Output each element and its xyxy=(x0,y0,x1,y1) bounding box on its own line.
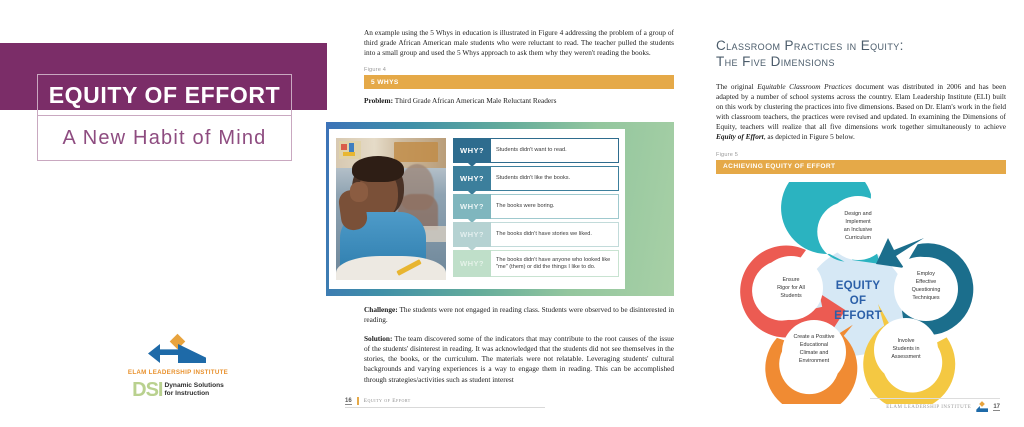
challenge-text: The students were not engaged in reading class. Students were observed to be disinterested in reading. xyxy=(364,305,674,325)
challenge-label: Challenge: xyxy=(364,305,398,314)
page-title: EQUITY OF EFFORT xyxy=(48,81,281,108)
segment-label: Create a Positive xyxy=(793,334,835,340)
why-answer: Students didn't want to read. xyxy=(491,138,619,163)
rp-part-3: , as depicted in Figure 5 below. xyxy=(763,132,855,142)
segment-label: Rigor for All xyxy=(777,285,805,291)
rp-part-1: The original xyxy=(716,82,758,91)
student-photo xyxy=(336,138,446,280)
why-row xyxy=(453,222,619,247)
figure4-caption-bar: 5 WHYS xyxy=(364,75,674,89)
right-body-paragraph xyxy=(716,82,1006,143)
figure5-label: Figure 5 xyxy=(716,151,739,158)
heading-line-2: The Five Dimensions xyxy=(716,54,835,69)
dsi-logo-text xyxy=(164,382,223,398)
segment-label: Educational xyxy=(799,342,829,348)
left-text-column xyxy=(364,28,674,115)
segment-label: Climate and xyxy=(799,350,829,356)
segment-label: Implement xyxy=(845,219,871,225)
challenge-paragraph xyxy=(364,305,674,325)
why-row xyxy=(453,250,619,277)
photo-poster xyxy=(339,141,361,159)
segment-label: Effective xyxy=(915,279,937,285)
left-text-column-lower xyxy=(364,305,674,394)
solution-label: Solution: xyxy=(364,334,393,344)
photo-board-panel xyxy=(394,142,438,162)
why-tag-label: WHY? xyxy=(460,174,484,183)
dsi-line2: for Instruction xyxy=(164,390,210,397)
segment-label: Involve xyxy=(897,338,915,344)
rp-part-2: document was distributed in 2006 and has been adapted by a number of school systems across the country. Elam Leadership Institute (ELI) built on this work by clustering the practices into five dimensions. Based on Dr. Elam's work in the field with classroom teachers, the practices were revised and updated. In examining the Dimensions of Equity, teachers will realize that all five dimensions work together simultaneously to achieve xyxy=(716,82,1007,132)
eli-logo-text: ELAM LEADERSHIP INSTITUTE xyxy=(127,369,229,376)
why-tag xyxy=(453,138,491,163)
rp-bold-italic: Equity of Effort xyxy=(716,132,764,142)
segment-label: Curriculum xyxy=(844,235,872,241)
photo-open-book xyxy=(336,256,446,280)
why-rows xyxy=(453,138,619,280)
heading-line-1: Classroom Practices in Equity: xyxy=(716,38,904,53)
footer-tick-icon xyxy=(357,397,359,405)
segment-label: Design and xyxy=(844,211,872,217)
eli-badge-icon xyxy=(976,403,988,412)
why-row xyxy=(453,166,619,191)
why-answer: The books were boring. xyxy=(491,194,619,219)
why-answer: The books didn't have stories we liked. xyxy=(491,222,619,247)
why-tag xyxy=(453,222,491,247)
rp-italic-title: Equitable Classroom Practices xyxy=(757,82,852,91)
problem-label: Problem: xyxy=(364,96,394,106)
page-subtitle: A New Habit of Mind xyxy=(62,126,267,149)
why-tag-label: WHY? xyxy=(460,202,484,211)
problem-line xyxy=(364,96,674,106)
footer-rule xyxy=(870,398,1000,399)
equity-of-effort-cycle-diagram xyxy=(728,182,988,404)
diagram-center-line-1: EQUITY xyxy=(835,280,881,292)
segment-label: Environment xyxy=(798,358,830,364)
segment-label: Techniques xyxy=(912,295,940,301)
why-answer: Students didn't like the books. xyxy=(491,166,619,191)
dsi-logo xyxy=(118,380,238,400)
why-tag xyxy=(453,166,491,191)
right-page-footer xyxy=(886,403,1000,412)
right-page-number: 17 xyxy=(993,404,1000,410)
problem-text: Third Grade African American Male Reluctant Readers xyxy=(394,96,557,106)
segment-label: Students xyxy=(780,293,802,299)
dsi-line1: Dynamic Solutions xyxy=(164,382,224,389)
chapter-subtitle-box xyxy=(37,116,292,161)
eli-left-mark-icon xyxy=(148,344,178,363)
why-tag xyxy=(453,194,491,219)
figure4-five-whys xyxy=(326,122,674,296)
why-tag-label: WHY? xyxy=(460,230,484,239)
figure5-caption-bar: ACHIEVING EQUITY OF EFFORT xyxy=(716,160,1006,174)
segment-label: Questioning xyxy=(911,287,941,293)
chapter-title-box xyxy=(37,74,292,116)
why-tag-label: WHY? xyxy=(460,259,484,268)
right-footer-institute: ELAM LEADERSHIP INSTITUTE xyxy=(886,405,972,410)
segment-label: Employ xyxy=(917,271,935,277)
why-answer: The books didn't have anyone who looked like "me" (them) or did the things I like to do. xyxy=(491,250,619,277)
eli-right-mark-icon xyxy=(178,344,206,363)
segment-label: Assessment xyxy=(891,354,921,360)
solution-text: The team discovered some of the indicators that may contribute to the root causes of the issue of the students' disinterest in reading. It was acknowledged that the students did not see themselves in the stories, the books, or the curriculum. The materials were not relatable. Leveraging students' cultural backgrounds and varying experiences is a way to engage them in reading. This can be accomplished through strategies/activities such as student interest xyxy=(364,334,674,384)
diagram-center-line-2: OF xyxy=(849,295,867,307)
left-running-head: Equity of Effort xyxy=(363,398,411,404)
right-text-column xyxy=(716,0,1006,181)
segment-label: Students in xyxy=(892,346,920,352)
why-row xyxy=(453,138,619,163)
photo-student-hand xyxy=(350,182,368,202)
left-page-number: 16 xyxy=(345,397,352,404)
figure4-white-card xyxy=(329,129,625,289)
segment-label: Ensure xyxy=(782,277,800,283)
why-tag-label: WHY? xyxy=(460,146,484,155)
diagram-center-line-3: EFFORT xyxy=(834,310,882,322)
logo-block xyxy=(118,336,238,400)
solution-paragraph xyxy=(364,334,674,384)
dsi-monogram: DSI xyxy=(132,379,163,401)
intro-paragraph: An example using the 5 Whys in education is illustrated in Figure 4 addressing the problem of a group of third grade African American male students who were reluctant to read. The teacher pulled the students into a small group and used the 5 Whys approach to ask them why they weren't reading the books. xyxy=(364,28,674,58)
eli-logo-icon xyxy=(148,336,208,366)
left-page-footer xyxy=(345,397,545,408)
segment-label: an Inclusive xyxy=(843,227,873,233)
why-tag xyxy=(453,250,491,277)
figure4-label: Figure 4 xyxy=(364,67,387,74)
photo-student-hair xyxy=(352,156,404,182)
right-page-heading xyxy=(716,38,1006,70)
why-row xyxy=(453,194,619,219)
